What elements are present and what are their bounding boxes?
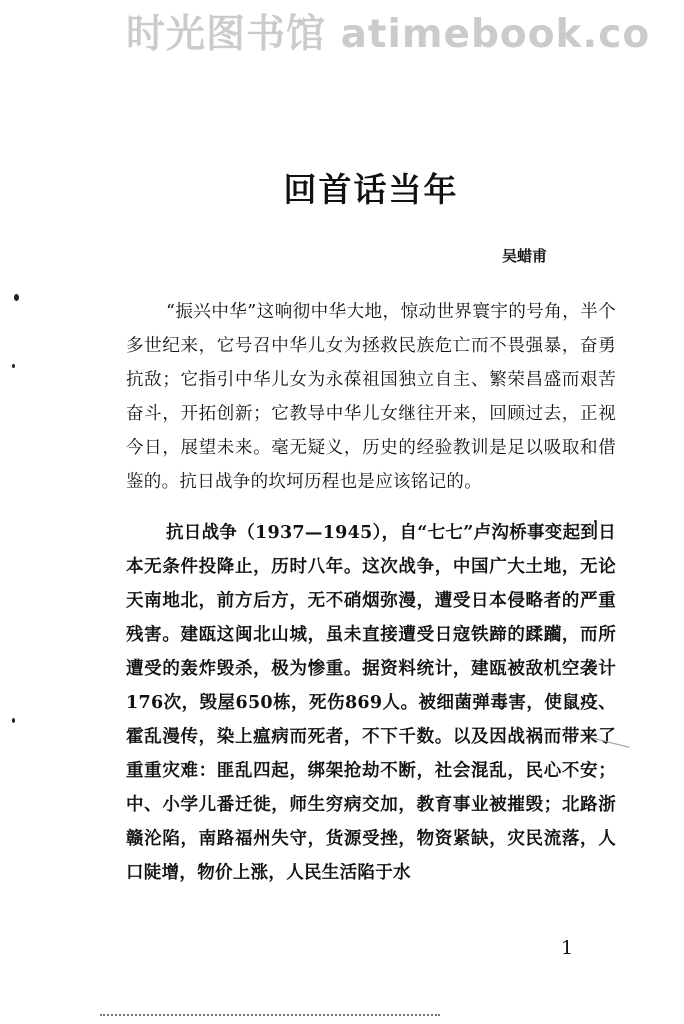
scan-speck — [14, 294, 19, 301]
paragraph-2: 抗日战争（1937—1945），自“七七”卢沟桥事变起到日本无条件投降止，历时八年。这次战争，中国广大土地，无论天南地北，前方后方，无不硝烟弥漫，遭受日本侵略者的严重残害。建瓯这闽北山城，虽未直接遭受日寇铁蹄的蹂躏，而所遭受的轰炸毁杀，极为惨重。据资料统计，建瓯被敌机空袭计176次，毁屋650栋，死伤869人。被细菌弹毒害，使鼠疫、霍乱漫传，染上瘟病而死者，不下千数。以及因战祸而带来了重重灾难：匪乱四起，绑架抢劫不断，社会混乱，民心不安；中、小学儿番迁徙，师生穷病交加，教育事业被摧毁；北路浙赣沦陷，南路福州失守，货源受挫，物资紧缺，灾民流落，人口陡增，物价上涨，人民生活陷于水 — [126, 523, 616, 883]
watermark: 时光图书馆 atimebook.co — [126, 12, 651, 57]
scan-speck — [12, 364, 15, 368]
paragraph-1: “振兴中华”这响彻中华大地，惊动世界寰宇的号角，半个多世纪来，它号召中华儿女为拯救民族危亡而不畏强暴，奋勇抗敌；它指引中华儿女为永葆祖国独立自主、繁荣昌盛而艰苦奋斗，开拓创新；它教导中华儿女继往开来，回顾过去，正视今日，展望未来。毫无疑义，历史的经验教训是足以吸取和借鉴的。抗日战争的坎坷历程也是应该铭记的。 — [126, 302, 616, 492]
scan-speck — [12, 718, 15, 723]
page-number: 1 — [561, 937, 574, 959]
author-name: 吴蜡甫 — [502, 247, 548, 265]
article-title: 回首话当年 — [283, 170, 459, 209]
scan-edge-artifact — [100, 1014, 440, 1016]
scan-speck — [594, 520, 597, 523]
